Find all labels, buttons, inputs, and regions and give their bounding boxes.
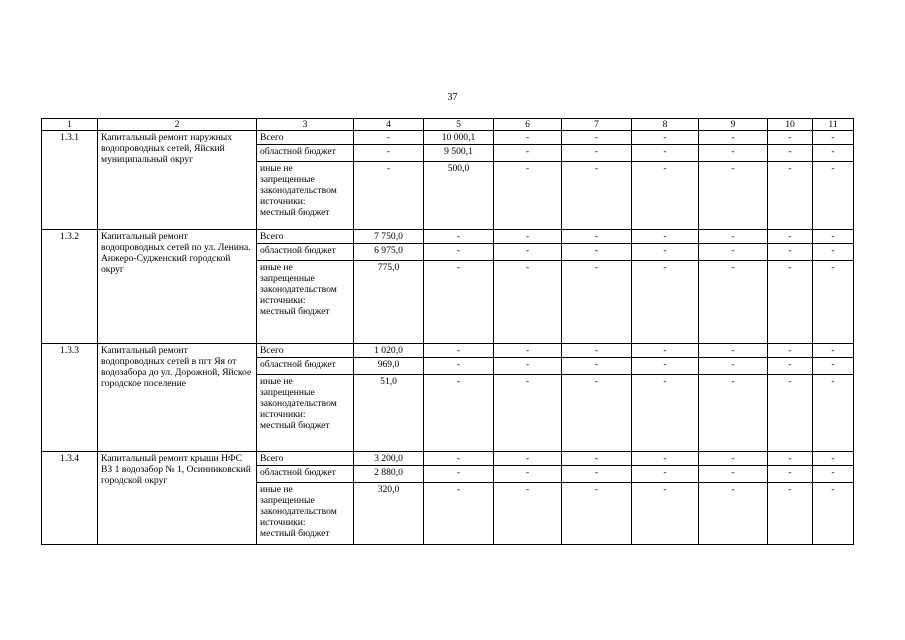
value-cell: - [813, 244, 854, 261]
value-cell: 51,0 [354, 375, 424, 452]
value-cell: - [562, 145, 632, 162]
value-cell: - [813, 162, 854, 230]
value-cell: 1 020,0 [354, 344, 424, 358]
value-cell: - [494, 261, 562, 344]
value-cell: 320,0 [354, 483, 424, 545]
column-number: 7 [562, 119, 632, 131]
value-cell: - [424, 358, 494, 375]
value-cell: - [768, 131, 813, 145]
value-cell: - [632, 358, 699, 375]
value-cell: - [813, 358, 854, 375]
funding-source-line: законодательством [260, 185, 337, 196]
value-cell: 500,0 [424, 162, 494, 230]
funding-source-cell [257, 483, 354, 545]
value-cell: - [494, 162, 562, 230]
value-cell: - [699, 230, 768, 244]
item-name: Капитальный ремонт крыши НФС ВЗ 1 водозабор № 1, Осинниковский городской округ [98, 452, 257, 545]
value-cell: - [699, 344, 768, 358]
value-cell: - [562, 483, 632, 545]
column-number: 3 [257, 119, 354, 131]
table-row [42, 131, 854, 145]
value-cell: - [632, 145, 699, 162]
funding-source-line: иные не [260, 376, 293, 387]
item-code: 1.3.3 [42, 344, 98, 452]
funding-source-cell: Всего [257, 131, 354, 145]
funding-source-line: источники: [260, 409, 306, 420]
value-cell: - [768, 244, 813, 261]
column-number: 9 [699, 119, 768, 131]
item-code: 1.3.4 [42, 452, 98, 545]
value-cell: 9 500,1 [424, 145, 494, 162]
funding-source-cell: Всего [257, 344, 354, 358]
funding-source-cell [257, 261, 354, 344]
value-cell: - [424, 344, 494, 358]
value-cell: - [354, 145, 424, 162]
value-cell: 10 000,1 [424, 131, 494, 145]
funding-source-cell [257, 375, 354, 452]
funding-source-cell: Всего [257, 452, 354, 466]
funding-source-line: источники: [260, 295, 306, 306]
column-number: 8 [632, 119, 699, 131]
value-cell: - [562, 162, 632, 230]
funding-source-line: местный бюджет [260, 420, 330, 431]
funding-source-cell: областной бюджет [257, 466, 354, 483]
value-cell: - [813, 131, 854, 145]
value-cell: - [632, 466, 699, 483]
value-cell: - [768, 466, 813, 483]
value-cell: - [699, 131, 768, 145]
value-cell: - [813, 452, 854, 466]
value-cell: - [494, 358, 562, 375]
value-cell: - [632, 344, 699, 358]
value-cell: - [699, 145, 768, 162]
value-cell: - [354, 162, 424, 230]
item-code: 1.3.1 [42, 131, 98, 230]
funding-source-cell [257, 162, 354, 230]
value-cell: - [813, 483, 854, 545]
table-row [42, 452, 854, 466]
value-cell: - [562, 344, 632, 358]
funding-source-line: источники: [260, 517, 306, 528]
value-cell: - [699, 358, 768, 375]
funding-source-line: иные не [260, 163, 293, 174]
value-cell: - [424, 452, 494, 466]
value-cell: - [562, 244, 632, 261]
value-cell: - [632, 452, 699, 466]
funding-source-line: местный бюджет [260, 207, 330, 218]
value-cell: - [424, 230, 494, 244]
value-cell: - [632, 375, 699, 452]
value-cell: 3 200,0 [354, 452, 424, 466]
value-cell: 6 975,0 [354, 244, 424, 261]
column-number: 4 [354, 119, 424, 131]
value-cell: - [699, 375, 768, 452]
funding-source-line: местный бюджет [260, 306, 330, 317]
value-cell: - [632, 162, 699, 230]
value-cell: - [768, 230, 813, 244]
value-cell: - [699, 466, 768, 483]
column-number-row [42, 119, 854, 131]
value-cell: - [494, 466, 562, 483]
funding-source-line: местный бюджет [260, 528, 330, 539]
column-number: 11 [813, 119, 854, 131]
value-cell: - [813, 145, 854, 162]
value-cell: - [632, 131, 699, 145]
funding-source-line: законодательством [260, 506, 337, 517]
value-cell: - [424, 466, 494, 483]
value-cell: - [699, 483, 768, 545]
item-name: Капитальный ремонт водопроводных сетей по ул. Ленина. Анжеро-Судженский городской округ [98, 230, 257, 344]
value-cell: - [632, 483, 699, 545]
funding-source-cell: областной бюджет [257, 358, 354, 375]
page-number: 37 [447, 92, 458, 103]
funding-source-line: запрещенные [260, 387, 315, 398]
value-cell: 775,0 [354, 261, 424, 344]
value-cell: - [562, 375, 632, 452]
value-cell: - [562, 261, 632, 344]
value-cell: - [562, 230, 632, 244]
item-name: Капитальный ремонт наружных водопроводных сетей, Яйский муниципальный округ [98, 131, 257, 230]
value-cell: - [632, 230, 699, 244]
value-cell: - [494, 483, 562, 545]
funding-source-line: запрещенные [260, 174, 315, 185]
value-cell: - [768, 375, 813, 452]
value-cell: - [768, 452, 813, 466]
table-row [42, 344, 854, 358]
value-cell: - [354, 131, 424, 145]
value-cell: - [813, 344, 854, 358]
funding-source-line: законодательством [260, 284, 337, 295]
value-cell: - [632, 261, 699, 344]
funding-source-cell: Всего [257, 230, 354, 244]
value-cell: - [424, 375, 494, 452]
value-cell: 7 750,0 [354, 230, 424, 244]
value-cell: - [562, 466, 632, 483]
value-cell: - [424, 244, 494, 261]
value-cell: - [562, 452, 632, 466]
value-cell: - [768, 162, 813, 230]
value-cell: - [768, 358, 813, 375]
value-cell: - [494, 131, 562, 145]
funding-source-line: запрещенные [260, 495, 315, 506]
value-cell: - [632, 244, 699, 261]
value-cell: - [699, 452, 768, 466]
value-cell: 2 880,0 [354, 466, 424, 483]
value-cell: - [494, 145, 562, 162]
value-cell: - [813, 375, 854, 452]
value-cell: - [813, 230, 854, 244]
value-cell: - [768, 145, 813, 162]
budget-table [41, 118, 854, 545]
value-cell: - [813, 466, 854, 483]
value-cell: - [424, 483, 494, 545]
funding-source-line: законодательством [260, 398, 337, 409]
column-number: 10 [768, 119, 813, 131]
value-cell: - [699, 162, 768, 230]
value-cell: - [494, 452, 562, 466]
value-cell: - [562, 358, 632, 375]
value-cell: - [562, 131, 632, 145]
value-cell: - [494, 244, 562, 261]
value-cell: 969,0 [354, 358, 424, 375]
column-number: 5 [424, 119, 494, 131]
column-number: 6 [494, 119, 562, 131]
item-name: Капитальный ремонт водопроводных сетей в пгт Яя от водозабора до ул. Дорожной, Яйское городское поселение [98, 344, 257, 452]
value-cell: - [699, 261, 768, 344]
value-cell: - [494, 230, 562, 244]
value-cell: - [768, 261, 813, 344]
value-cell: - [768, 483, 813, 545]
value-cell: - [699, 244, 768, 261]
item-code: 1.3.2 [42, 230, 98, 344]
value-cell: - [494, 344, 562, 358]
value-cell: - [813, 261, 854, 344]
value-cell: - [494, 375, 562, 452]
funding-source-line: иные не [260, 484, 293, 495]
funding-source-line: иные не [260, 262, 293, 273]
value-cell: - [768, 344, 813, 358]
column-number: 1 [42, 119, 98, 131]
funding-source-cell: областной бюджет [257, 145, 354, 162]
funding-source-line: источники: [260, 196, 306, 207]
table-row [42, 230, 854, 244]
funding-source-line: запрещенные [260, 273, 315, 284]
value-cell: - [424, 261, 494, 344]
column-number: 2 [98, 119, 257, 131]
funding-source-cell: областной бюджет [257, 244, 354, 261]
